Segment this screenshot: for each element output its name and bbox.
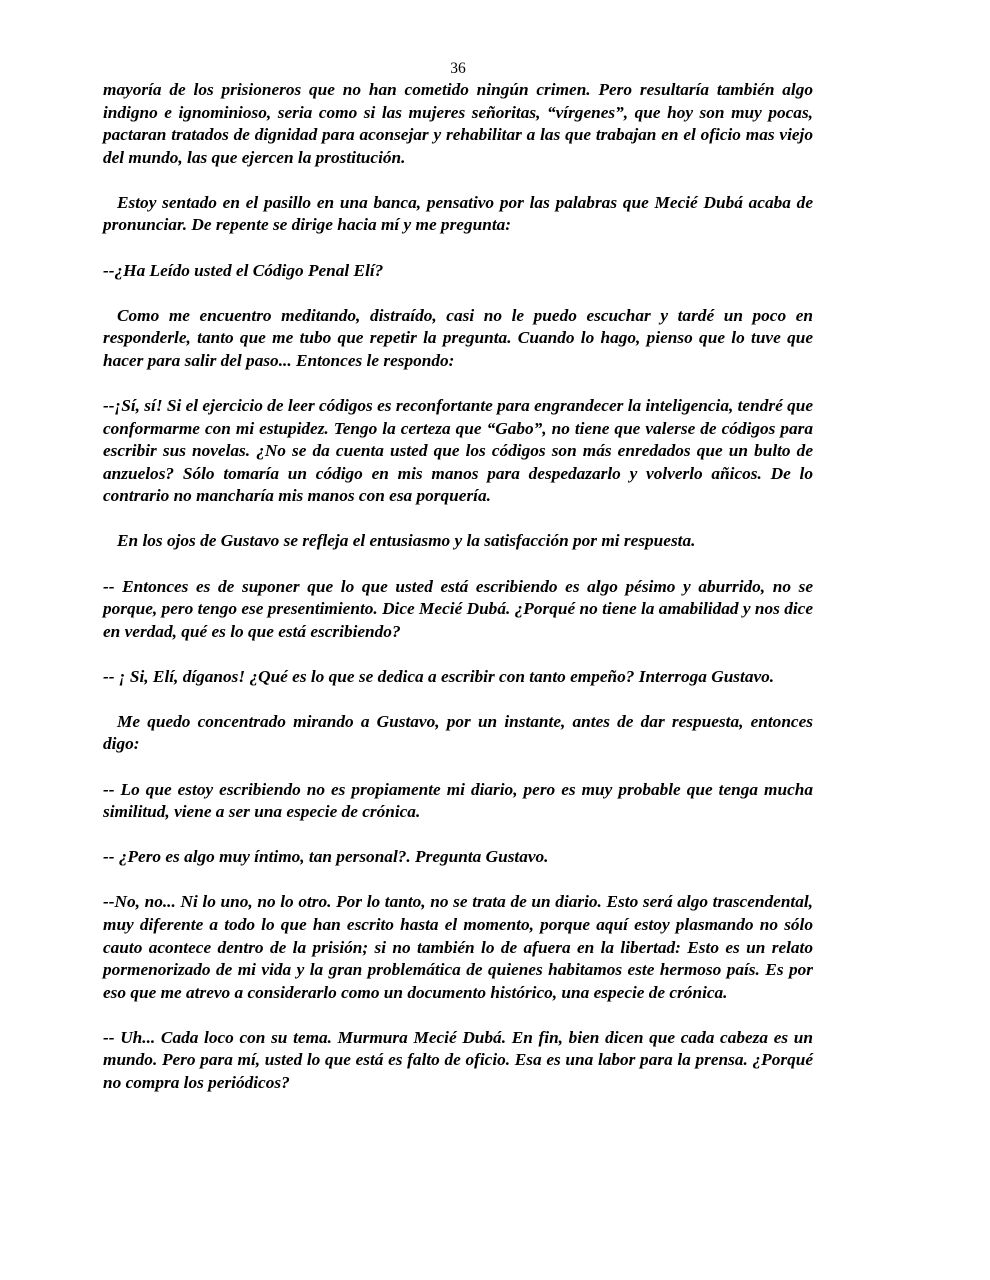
paragraph: -- ¿Pero es algo muy íntimo, tan personal?. Pregunta Gustavo. [103,847,549,867]
paragraph: mayoría de los prisioneros que no han cometido ningún crimen. Pero resultaría también algo indigno e ignominioso, seria como si las mujeres señoritas, “vírgenes”, que hoy son muy pocas, pactaran tratados de dignidad para aconsejar y rehabilitar a las que trabajan en el oficio mas viejo del mundo, las que ejercen la prostitución. [103,80,813,167]
paragraph: -- Entonces es de suponer que lo que usted está escribiendo es algo pésimo y aburrido, no se porque, pero tengo ese presentimiento. Dice Mecié Dubá. ¿Porqué no tiene la amabilidad y nos dice en verdad, qué es lo que está escribiendo? [103,576,813,641]
paragraph: En los ojos de Gustavo se refleja el entusiasmo y la satisfacción por mi respuesta. [117,531,696,551]
paragraph: --¡Sí, sí! Si el ejercicio de leer códigos es reconfortante para engrandecer la inteligencia, tendré que conformarme con mi estupidez. Tengo la certeza que “Gabo”, no tiene que valerse de códigos para escribir sus novelas. ¿No se da cuenta usted que los códigos son más enredados que un bulto de anzuelos? Sólo tomaría un código en mis manos para despedazarlo y volverlo añicos. De lo contrario no mancharía mis manos con esa porquería. [103,395,813,506]
paragraph: Estoy sentado en el pasillo en una banca, pensativo por las palabras que Mecié Dubá acaba de pronunciar. De repente se dirige hacia mí y me pregunta: [103,192,813,235]
document-page [103,58,813,1117]
paragraph: -- ¡ Si, Elí, díganos! ¿Qué es lo que se dedica a escribir con tanto empeño? Interroga Gustavo. [103,666,775,686]
paragraph: Me quedo concentrado mirando a Gustavo, por un instante, antes de dar respuesta, entonces digo: [103,711,813,754]
paragraph: -- Uh... Cada loco con su tema. Murmura Mecié Dubá. En fin, bien dicen que cada cabeza es un mundo. Pero para mí, usted lo que está es falto de oficio. Esa es una labor para la prensa. ¿Porqué no compra los periódicos? [103,1027,813,1092]
page-number: 36 [450,60,466,77]
paragraph: Como me encuentro meditando, distraído, casi no le puedo escuchar y tardé un poco en responderle, tanto que me tubo que repetir la pregunta. Cuando lo hago, pienso que lo tuve que hacer para salir del paso... Entonces le respondo: [103,305,813,370]
paragraph: -- Lo que estoy escribiendo no es propiamente mi diario, pero es muy probable que tenga mucha similitud, viene a ser una especie de crónica. [103,779,813,822]
paragraph: --¿Ha Leído usted el Código Penal Elí? [103,260,384,280]
paragraph: --No, no... Ni lo uno, no lo otro. Por lo tanto, no se trata de un diario. Esto será algo trascendental, muy diferente a todo lo que han escrito hasta el momento, porque aquí estoy plasmando no sólo cauto acontece dentro de la prisión; si no también lo de afuera en la libertad: Esto es un relato pormenorizado de mi vida y la gran problemática de quienes habitamos este hermoso país. Es por eso que me atrevo a considerarlo como un documento histórico, una especie de crónica. [103,892,813,1002]
